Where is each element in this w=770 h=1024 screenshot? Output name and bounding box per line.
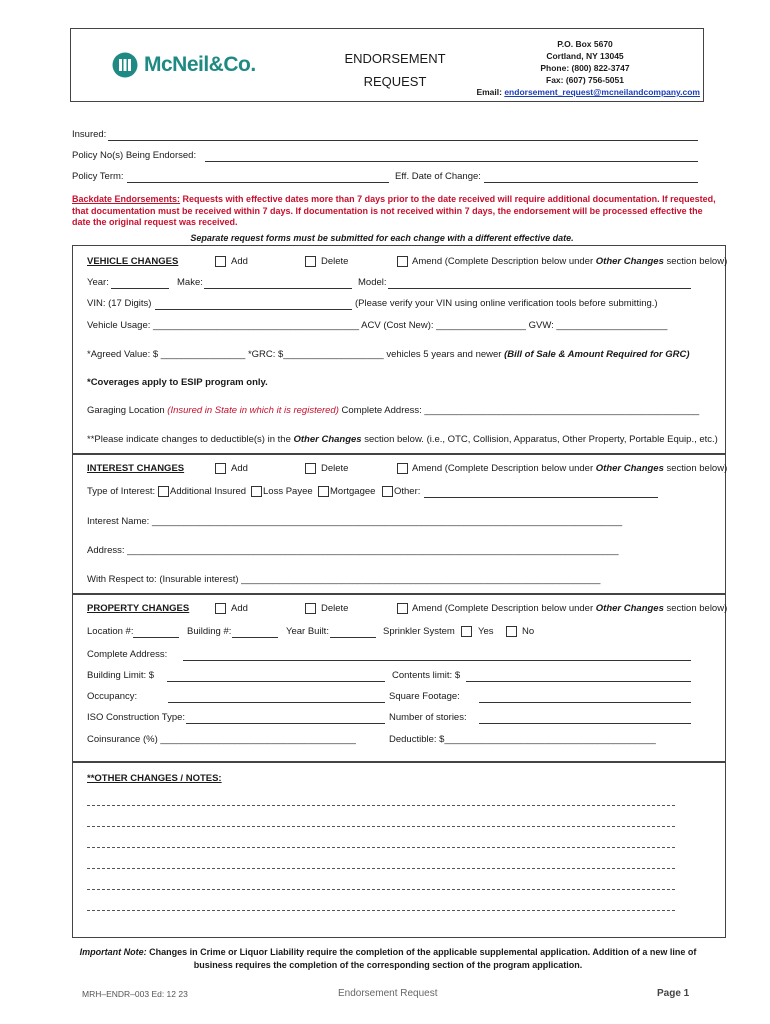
interest-amend-checkbox[interactable] — [397, 463, 408, 474]
logo-text: McNeil&Co. — [144, 53, 256, 76]
vehicle-add-label: Add — [231, 256, 248, 267]
other-checkbox[interactable] — [382, 486, 393, 497]
logo — [112, 52, 256, 78]
property-add-label: Add — [231, 603, 248, 614]
other-label: Other: — [394, 486, 421, 497]
notes-line-5[interactable] — [87, 889, 675, 890]
email-link[interactable]: endorsement_request@mcneilandcompany.com — [504, 87, 700, 97]
iso-field[interactable] — [186, 723, 385, 724]
property-delete-label: Delete — [321, 603, 349, 614]
sprinkler-yes-label: Yes — [478, 626, 494, 637]
backdate-text: Requests with effective dates more than 7 days prior to the date received will require additional documentation. If requested, that documentation must be received within 7 days. If documentation is not received within 7 days, the endorsement will be processed effective the date the original request was received. — [72, 194, 716, 227]
property-amend-label: Amend (Complete Description below under Other Changes section below) — [412, 603, 728, 614]
additional-insured-checkbox[interactable] — [158, 486, 169, 497]
deductible-note: **Please indicate changes to deductible(s) in the Other Changes section below. (i.e., OTC, Collision, Apparatus, Other Property, Portable Equip., etc.) — [87, 434, 718, 445]
insured-label: Insured: — [72, 129, 107, 140]
notes-line-1[interactable] — [87, 805, 675, 806]
policy-term-label: Policy Term: — [72, 171, 124, 182]
vehicle-delete-label: Delete — [321, 256, 349, 267]
model-field[interactable] — [388, 288, 691, 289]
vehicle-add-checkbox[interactable] — [215, 256, 226, 267]
square-footage-label: Square Footage: — [389, 691, 460, 702]
building-limit-label: Building Limit: $ — [87, 670, 155, 681]
building-limit-field[interactable] — [167, 681, 385, 682]
sprinkler-yes-checkbox[interactable] — [461, 626, 472, 637]
model-label: Model: — [358, 277, 387, 288]
year-label: Year: — [87, 277, 109, 288]
square-footage-field[interactable] — [479, 702, 691, 703]
interest-amend-label: Amend (Complete Description below under Other Changes section below) — [412, 463, 728, 474]
interest-address-line[interactable]: Address: _____________________________________________________________________________________________ — [87, 545, 619, 556]
phone: Phone: (800) 822-3747 — [540, 63, 630, 73]
footer-center: Endorsement Request — [338, 988, 438, 999]
year-field[interactable] — [111, 288, 169, 289]
complete-address-field[interactable] — [183, 660, 691, 661]
location-label: Location #: — [87, 626, 134, 637]
esip-note: *Coverages apply to ESIP program only. — [87, 377, 268, 388]
stories-label: Number of stories: — [389, 712, 467, 723]
logo-icon — [112, 52, 138, 78]
title-line-2: REQUEST — [363, 74, 427, 89]
vin-note: (Please verify your VIN using online verification tools before submitting.) — [355, 298, 658, 309]
vehicle-amend-label: Amend (Complete Description below under Other Changes section below) — [412, 256, 728, 267]
iso-label: ISO Construction Type: — [87, 712, 186, 723]
deductible-line[interactable]: Deductible: $________________________________________ — [389, 734, 656, 745]
notes-line-4[interactable] — [87, 868, 675, 869]
other-field[interactable] — [424, 497, 658, 498]
vehicle-usage-line[interactable]: Vehicle Usage: _______________________________________ ACV (Cost New): _________________ GVW: _____________________ — [87, 320, 668, 331]
address: P.O. Box 5670 — [557, 39, 613, 49]
contents-limit-field[interactable] — [466, 681, 691, 682]
complete-address-label: Complete Address: — [87, 649, 168, 660]
property-delete-checkbox[interactable] — [305, 603, 316, 614]
interest-add-checkbox[interactable] — [215, 463, 226, 474]
vin-label: VIN: (17 Digits) — [87, 298, 152, 309]
important-note-label: Important Note: — [79, 947, 147, 957]
location-field[interactable] — [133, 637, 179, 638]
agreed-value-line[interactable]: *Agreed Value: $ ________________ *GRC: $___________________ vehicles 5 years and newer (Bill of Sale & Amount Required for GRC) — [87, 349, 690, 360]
notes-line-6[interactable] — [87, 910, 675, 911]
policy-nos-label: Policy No(s) Being Endorsed: — [72, 150, 197, 161]
building-label: Building #: — [187, 626, 232, 637]
make-field[interactable] — [204, 288, 352, 289]
insured-field[interactable] — [108, 140, 698, 141]
loss-payee-checkbox[interactable] — [251, 486, 262, 497]
property-heading: PROPERTY CHANGES — [87, 603, 190, 614]
vehicle-delete-checkbox[interactable] — [305, 256, 316, 267]
coinsurance-line[interactable]: Coinsurance (%) _____________________________________ — [87, 734, 356, 745]
eff-date-label: Eff. Date of Change: — [395, 171, 481, 182]
mortgagee-label: Mortgagee — [330, 486, 376, 497]
separate-note: Separate request forms must be submitted for each change with a different effective date. — [190, 233, 574, 243]
interest-add-label: Add — [231, 463, 248, 474]
notes-line-2[interactable] — [87, 826, 675, 827]
loss-payee-label: Loss Payee — [263, 486, 313, 497]
interest-name-line[interactable]: Interest Name: _________________________________________________________________________________________ — [87, 516, 623, 527]
mortgagee-checkbox[interactable] — [318, 486, 329, 497]
policy-term-field[interactable] — [127, 182, 389, 183]
year-built-label: Year Built: — [286, 626, 329, 637]
occupancy-label: Occupancy: — [87, 691, 138, 702]
garaging-line[interactable]: Garaging Location (Insured in State in which it is registered) Complete Address: ____________________________________________________ — [87, 405, 700, 416]
additional-insured-label: Additional Insured — [170, 486, 247, 497]
policy-nos-field[interactable] — [205, 161, 698, 162]
email-label: Email: — [476, 87, 502, 97]
interest-heading: INTEREST CHANGES — [87, 463, 185, 474]
other-section — [72, 761, 726, 938]
backdate-notice — [72, 194, 722, 229]
title-line-1: ENDORSEMENT — [344, 51, 446, 66]
make-label: Make: — [177, 277, 203, 288]
contact-block — [470, 38, 700, 98]
interest-delete-checkbox[interactable] — [305, 463, 316, 474]
notes-line-3[interactable] — [87, 847, 675, 848]
sprinkler-label: Sprinkler System — [383, 626, 455, 637]
occupancy-field[interactable] — [168, 702, 385, 703]
important-note-text: Changes in Crime or Liquor Liability require the completion of the applicable supplemental application. Addition of a new line of business requires the completion of the corresponding section of the program application. — [146, 947, 697, 970]
contents-limit-label: Contents limit: $ — [392, 670, 461, 681]
important-note — [78, 946, 698, 972]
form-title — [340, 47, 450, 93]
city: Cortland, NY 13045 — [546, 51, 624, 61]
property-add-checkbox[interactable] — [215, 603, 226, 614]
year-built-field[interactable] — [330, 637, 376, 638]
sprinkler-no-checkbox[interactable] — [506, 626, 517, 637]
interest-type-label: Type of Interest: — [87, 486, 156, 497]
building-field[interactable] — [232, 637, 278, 638]
backdate-label: Backdate Endorsements: — [72, 194, 181, 204]
eff-date-field[interactable] — [484, 182, 698, 183]
property-amend-checkbox[interactable] — [397, 603, 408, 614]
respect-line[interactable]: With Respect to: (Insurable interest) ____________________________________________________________________ — [87, 574, 601, 585]
interest-delete-label: Delete — [321, 463, 349, 474]
vehicle-amend-checkbox[interactable] — [397, 256, 408, 267]
vin-field[interactable] — [155, 309, 352, 310]
vehicle-heading: VEHICLE CHANGES — [87, 256, 179, 267]
other-heading: **OTHER CHANGES / NOTES: — [87, 773, 222, 784]
form-id: MRH–ENDR–003 Ed: 12 23 — [82, 989, 188, 999]
stories-field[interactable] — [479, 723, 691, 724]
page-number: Page 1 — [657, 988, 690, 999]
sprinkler-no-label: No — [522, 626, 535, 637]
fax: Fax: (607) 756-5051 — [546, 75, 624, 85]
